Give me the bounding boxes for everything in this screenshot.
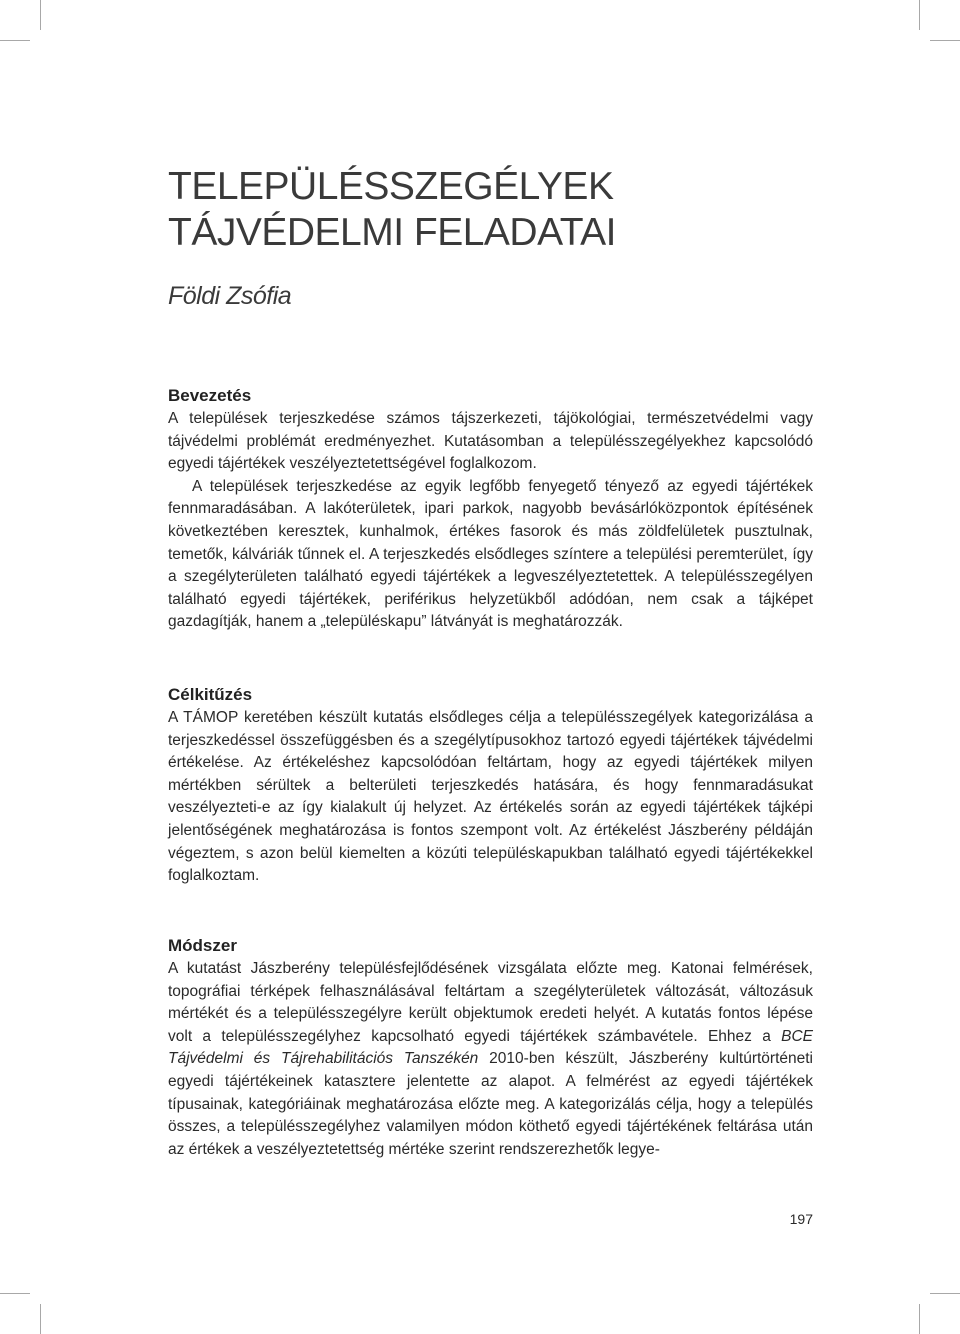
section-heading-goal: Célkitűzés <box>168 685 253 704</box>
section-heading-intro: Bevezetés <box>168 386 252 405</box>
crop-mark-bottom-left <box>40 1304 41 1334</box>
section-method <box>168 934 813 1161</box>
article-title-line-2: TÁJVÉDELMI FELADATAI <box>168 211 616 254</box>
crop-mark-top-left <box>40 0 41 30</box>
crop-mark-right-top <box>930 40 960 41</box>
method-paragraph-1-part-a: A kutatást Jászberény településfejlődésének vizsgálata előzte meg. Katonai felmérések, topográfiai térképek felhasználásával feltártam a szegélyterületek változását, változásuk mértékét és a településszegélyre került objektumok eredeti helyét. A kutatás fontos lépése volt a településszegélyhez kapcsolható egyedi tájértékek számbavétele. Ehhez a <box>168 960 813 1045</box>
method-paragraph-1-part-b: 2010-ben készült, Jászberény kultúrtörténeti egyedi tájértékeinek katasztere jelentette az alapot. A felmérést az egyedi tájértékek típusainak, kategóriáinak meghatározása előzte meg. A kategorizálás célja, hogy a település összes, a településszegélyhez valamilyen módon köthető egyedi tájértékének feltárása után az értékek a veszélyeztetettség mértéke szerint rendszerezhetők legye- <box>168 1050 814 1158</box>
method-paragraph-1 <box>168 958 813 1161</box>
page-number: 197 <box>789 1211 813 1227</box>
crop-mark-left-top <box>0 40 30 41</box>
crop-mark-bottom-right <box>919 1304 920 1334</box>
method-paragraph-1-italic: BCE Tájvédelmi és Tájrehabilitációs Tanszékén <box>168 1027 813 1068</box>
goal-paragraph-1: A TÁMOP keretében készült kutatás elsődleges célja a településszegélyek kategorizálása a terjeszkedéssel összefüggésben és a szegélytípusokhoz tartozó egyedi tájértékek tájvédelmi értékelése. Az értékeléshez kapcsolódóan feltártam, hogy az egyedi tájértékek milyen mértékben sérültek a belterületi terjeszkedés hatására, és hogy fennmaradásukat veszélyezteti-e az így kialakult új helyzet. Az értékelés során az egyedi tájértékek tájképi jelentőségének meghatározása is fontos szempont volt. Az értékelést Jászberény példáján végeztem, s azon belül kiemelten a közúti településkapukban található egyedi tájértékekkel foglalkoztam. <box>168 709 813 885</box>
crop-mark-left-bottom <box>0 1293 30 1294</box>
article-title <box>168 164 616 256</box>
crop-mark-right-bottom <box>930 1293 960 1294</box>
section-intro <box>168 384 813 634</box>
section-goal <box>168 683 813 888</box>
section-heading-method: Módszer <box>168 936 237 955</box>
intro-paragraph-2: A települések terjeszkedése az egyik legfőbb fenyegető tényező az egyedi tájértékek fennmaradásában. A lakóterületek, ipari parkok, nagyobb bevásárlóközpontok építésének következtében keresztek, kunhalmok, értékes fasorok és más zöldfelületek pusztulnak, temetők, kálváriák tűnnek el. A terjeszkedés elsődleges színtere a települési peremterület, így a szegélyterületen található egyedi tájértékek a legveszélyeztetettek. A településszegélyen található egyedi tájértékek, periférikus helyzetükből adódóan, nem csak a tájképet gazdagítják, hanem a „településkapu” látványát is meghatározzák. <box>168 477 813 631</box>
intro-paragraph-1: A települések terjeszkedése számos tájszerkezeti, tájökológiai, természetvédelmi vagy tájvédelmi problémát eredményezhet. Kutatásomban a településszegélyekhez kapcsolódó egyedi tájértékek veszélyeztetettségével foglalkozom. <box>168 410 813 473</box>
article-title-line-1: TELEPÜLÉSSZEGÉLYEK <box>168 165 614 208</box>
crop-mark-top-right <box>919 0 920 30</box>
author-name: Földi Zsófia <box>168 282 292 310</box>
